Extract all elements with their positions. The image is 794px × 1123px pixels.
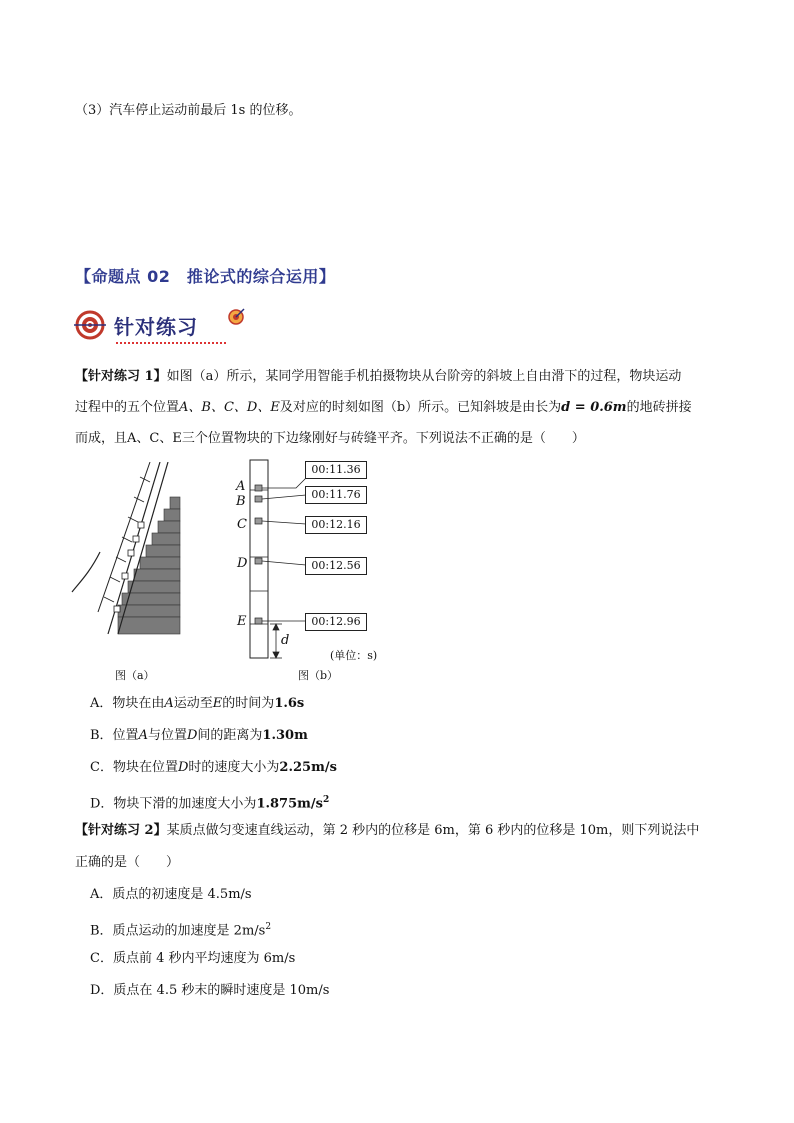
p1-ob-val: 1.30m: [262, 728, 308, 743]
p1-line2-math: d = 0.6m: [561, 400, 627, 415]
p1-od-pre: D．物块下滑的加速度大小为: [90, 796, 257, 812]
p1-line3: 而成，且A、C、E三个位置物块的下边缘刚好与砖缝平齐。下列说法不正确的是（ ）: [75, 431, 585, 446]
p1-oa-val: 1.6s: [274, 696, 305, 711]
letter-d: D: [237, 556, 248, 571]
letter-e: E: [237, 614, 247, 629]
p1-oa-mid2: 的时间为: [222, 696, 275, 711]
p1-line2-c: 的地砖拼接: [626, 400, 692, 415]
p1-ob-l2: D: [186, 728, 198, 743]
p1-option-c: [90, 758, 337, 778]
p1-ob-pre: B．位置: [90, 728, 139, 743]
figure-b-caption: 图（b）: [298, 669, 339, 682]
figure-a-caption: 图（a）: [115, 669, 155, 682]
letter-b: B: [236, 494, 246, 509]
time-box-e: 00:12.96: [305, 613, 367, 631]
p1-tag: 【针对练习 1】: [75, 369, 167, 384]
p1-ob-mid: 与位置: [147, 728, 187, 743]
p1-line1: [75, 367, 681, 387]
unit-label: (单位：s): [330, 649, 378, 662]
p1-oa-l2: E: [212, 696, 223, 711]
p2-ob-text: B．质点运动的加速度是 2m/s: [90, 923, 266, 939]
p2-tag: 【针对练习 2】: [75, 823, 167, 838]
practice-banner: [72, 305, 262, 345]
p1-ob-mid2: 间的距离为: [197, 728, 263, 743]
time-box-c: 00:12.16: [305, 516, 367, 534]
banner-text: 针对练习: [114, 315, 198, 339]
p1-line2-a: 过程中的五个位置: [75, 400, 180, 415]
time-box-b: 00:11.76: [305, 486, 367, 504]
p1-line2-letters: A、B、C、D、E: [179, 400, 280, 415]
p1-od-val: 1.875m/s: [256, 796, 323, 812]
p2-option-b: [90, 917, 271, 941]
p1-oc-pre: C．物块在位置: [90, 760, 178, 775]
p1-option-a: [90, 694, 304, 714]
p1-line2: [75, 398, 692, 418]
p1-od-sup: 2: [322, 795, 330, 805]
p1-line1-text: 如图（a）所示，某同学用智能手机拍摄物块从台阶旁的斜坡上自由滑下的过程，物块运动: [166, 369, 682, 384]
figure-a-staircase: [70, 462, 185, 637]
p1-ob-l1: A: [138, 728, 148, 743]
p2-option-c: C．质点前 4 秒内平均速度为 6m/s: [90, 951, 296, 966]
p1-oc-val: 2.25m/s: [279, 760, 337, 775]
p1-oa-pre: A．物块在由: [90, 696, 165, 711]
letter-a: A: [236, 479, 246, 494]
p2-line1-text: 某质点做匀变速直线运动，第 2 秒内的位移是 6m，第 6 秒内的位移是 10m，则下列说法中: [166, 823, 700, 838]
p2-option-a: A．质点的初速度是 4.5m/s: [90, 887, 252, 902]
p1-line2-b: 及对应的时刻如图（b）所示。已知斜坡是由长为: [279, 400, 562, 415]
section-title: 【命题点 02 推论式的综合运用】: [75, 267, 336, 286]
question-3-text: （3）汽车停止运动前最后 1s 的位移。: [75, 103, 302, 118]
time-box-a: 00:11.36: [305, 461, 367, 479]
p1-oc-mid: 时的速度大小为: [188, 760, 280, 775]
p2-option-d: D．质点在 4.5 秒末的瞬时速度是 10m/s: [90, 983, 330, 998]
p1-oa-l1: A: [164, 696, 174, 711]
p2-line2: 正确的是（ ）: [75, 855, 180, 870]
p1-option-b: [90, 726, 308, 746]
letter-c: C: [237, 517, 247, 532]
p1-oa-mid: 运动至: [173, 696, 213, 711]
p2-line1: [75, 821, 699, 841]
p2-ob-sup: 2: [265, 922, 272, 932]
stairs: [118, 497, 180, 634]
p1-option-d: [90, 790, 329, 814]
time-box-d: 00:12.56: [305, 557, 367, 575]
d-label: d: [281, 633, 290, 648]
p1-oc-l: D: [177, 760, 189, 775]
banner-underline: [116, 338, 226, 344]
